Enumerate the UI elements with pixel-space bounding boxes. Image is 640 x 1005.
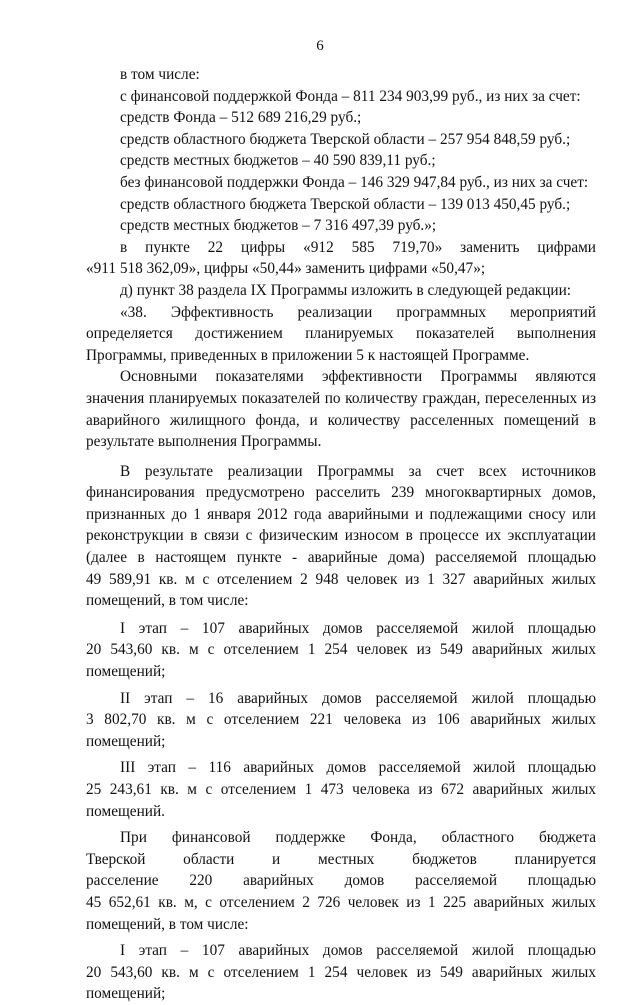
text-line: II этап – 16 аварийных домов расселяемой жилой площадью [120,689,596,707]
paragraph [86,280,596,302]
paragraph [86,129,596,151]
text-line: значения планируемых показателей по количеству граждан, переселенных из [86,389,596,407]
text-line: помещений; [86,985,166,1003]
paragraph [86,107,596,129]
text-line: помещений, в том числе: [86,915,249,933]
text-line: аварийного жилищного фонда, и количеству расселенных помещений в [86,411,596,429]
text-line: 49 589,91 кв. м с отселением 2 948 человек из 1 327 аварийных жилых [86,570,596,588]
text-line: средств областного бюджета Тверской области – 257 954 848,59 руб.; [120,130,571,148]
text-line: I этап – 107 аварийных домов расселяемой жилой площадью [120,942,596,960]
text-line: 25 243,61 кв. м с отселением 1 473 человека из 672 аварийных жилых [86,781,596,798]
text-line: реконструкции в связи с физическим износом в процессе их эксплуатации [86,527,596,545]
text-line: При финансовой поддержке Фонда, областного бюджета [120,829,596,847]
text-line: I этап – 107 аварийных домов расселяемой жилой площадью [120,619,596,637]
text-line: д) пункт 38 раздела IX Программы изложить в следующей редакции: [120,281,572,299]
paragraph [86,194,596,216]
text-line: 20 543,60 кв. м с отселением 1 254 человек из 549 аварийных жилых [86,963,596,981]
text-line: без финансовой поддержки Фонда – 146 329 947,84 руб., из них за счет: [120,173,589,191]
text-line: признанных до 1 января 2012 года аварийными и подлежащими сносу или [86,505,596,523]
paragraph [86,64,596,86]
paragraph [86,461,596,612]
text-line: средств местных бюджетов – 40 590 839,11 руб.; [120,152,436,170]
text-line: в пункте 22 цифры «912 585 719,70» заменить цифрами [120,238,596,256]
paragraph [86,618,596,683]
paragraph [86,827,596,935]
text-line: В результате реализации Программы за счет всех источников [120,462,596,480]
text-line: расселение 220 аварийных домов расселяемой площадью [86,872,596,890]
text-line: средств местных бюджетов – 7 316 497,39 руб.»; [120,217,437,235]
paragraph [86,215,596,237]
text-line: Основными показателями эффективности Программы являются [120,368,596,386]
paragraph [86,688,596,753]
text-line: 3 802,70 кв. м с отселением 221 человека из 106 аварийных жилых [86,711,596,729]
text-line: Программы, приведенных в приложении 5 к настоящей Программе. [86,346,530,364]
text-line: в том числе: [120,66,200,83]
paragraph [86,150,596,172]
text-line: с финансовой поддержкой Фонда – 811 234 903,99 руб., из них за счет: [120,87,581,105]
text-line: помещений; [86,663,166,681]
text-line: помещений; [86,732,166,750]
paragraph [86,237,596,280]
paragraph [86,366,596,452]
page-number: 6 [316,38,324,54]
text-line: результате выполнения Программы. [86,433,322,451]
text-line: (далее в настоящем пункте - аварийные дома) расселяемой площадью [86,549,596,567]
paragraph [86,86,596,108]
text-line: «911 518 362,09», цифры «50,44» заменить цифрами «50,47»; [86,260,486,278]
text-line: финансирования предусмотрено расселить 239 многоквартирных домов, [86,484,596,502]
text-line: помещений, в том числе: [86,592,249,610]
text-line: помещений. [86,802,165,820]
paragraph [86,757,596,822]
text-line: 45 652,61 кв. м, с отселением 2 726 человек из 1 225 аварийных жилых [86,893,596,911]
paragraph [86,302,596,367]
text-line: «38. Эффективность реализации программных мероприятий [120,303,596,321]
text-line: средств Фонда – 512 689 216,29 руб.; [120,109,362,127]
paragraph [86,172,596,194]
text-line: определяется достижением планируемых показателей выполнения [86,325,596,343]
text-line: III этап – 116 аварийных домов расселяемой жилой площадью [120,759,596,777]
text-line: Тверской области и местных бюджетов планируется [86,850,596,868]
paragraph [86,940,596,1005]
text-line: 20 543,60 кв. м с отселением 1 254 человек из 549 аварийных жилых [86,641,596,659]
document-body [86,64,596,1005]
text-line: средств областного бюджета Тверской области – 139 013 450,45 руб.; [120,195,571,213]
